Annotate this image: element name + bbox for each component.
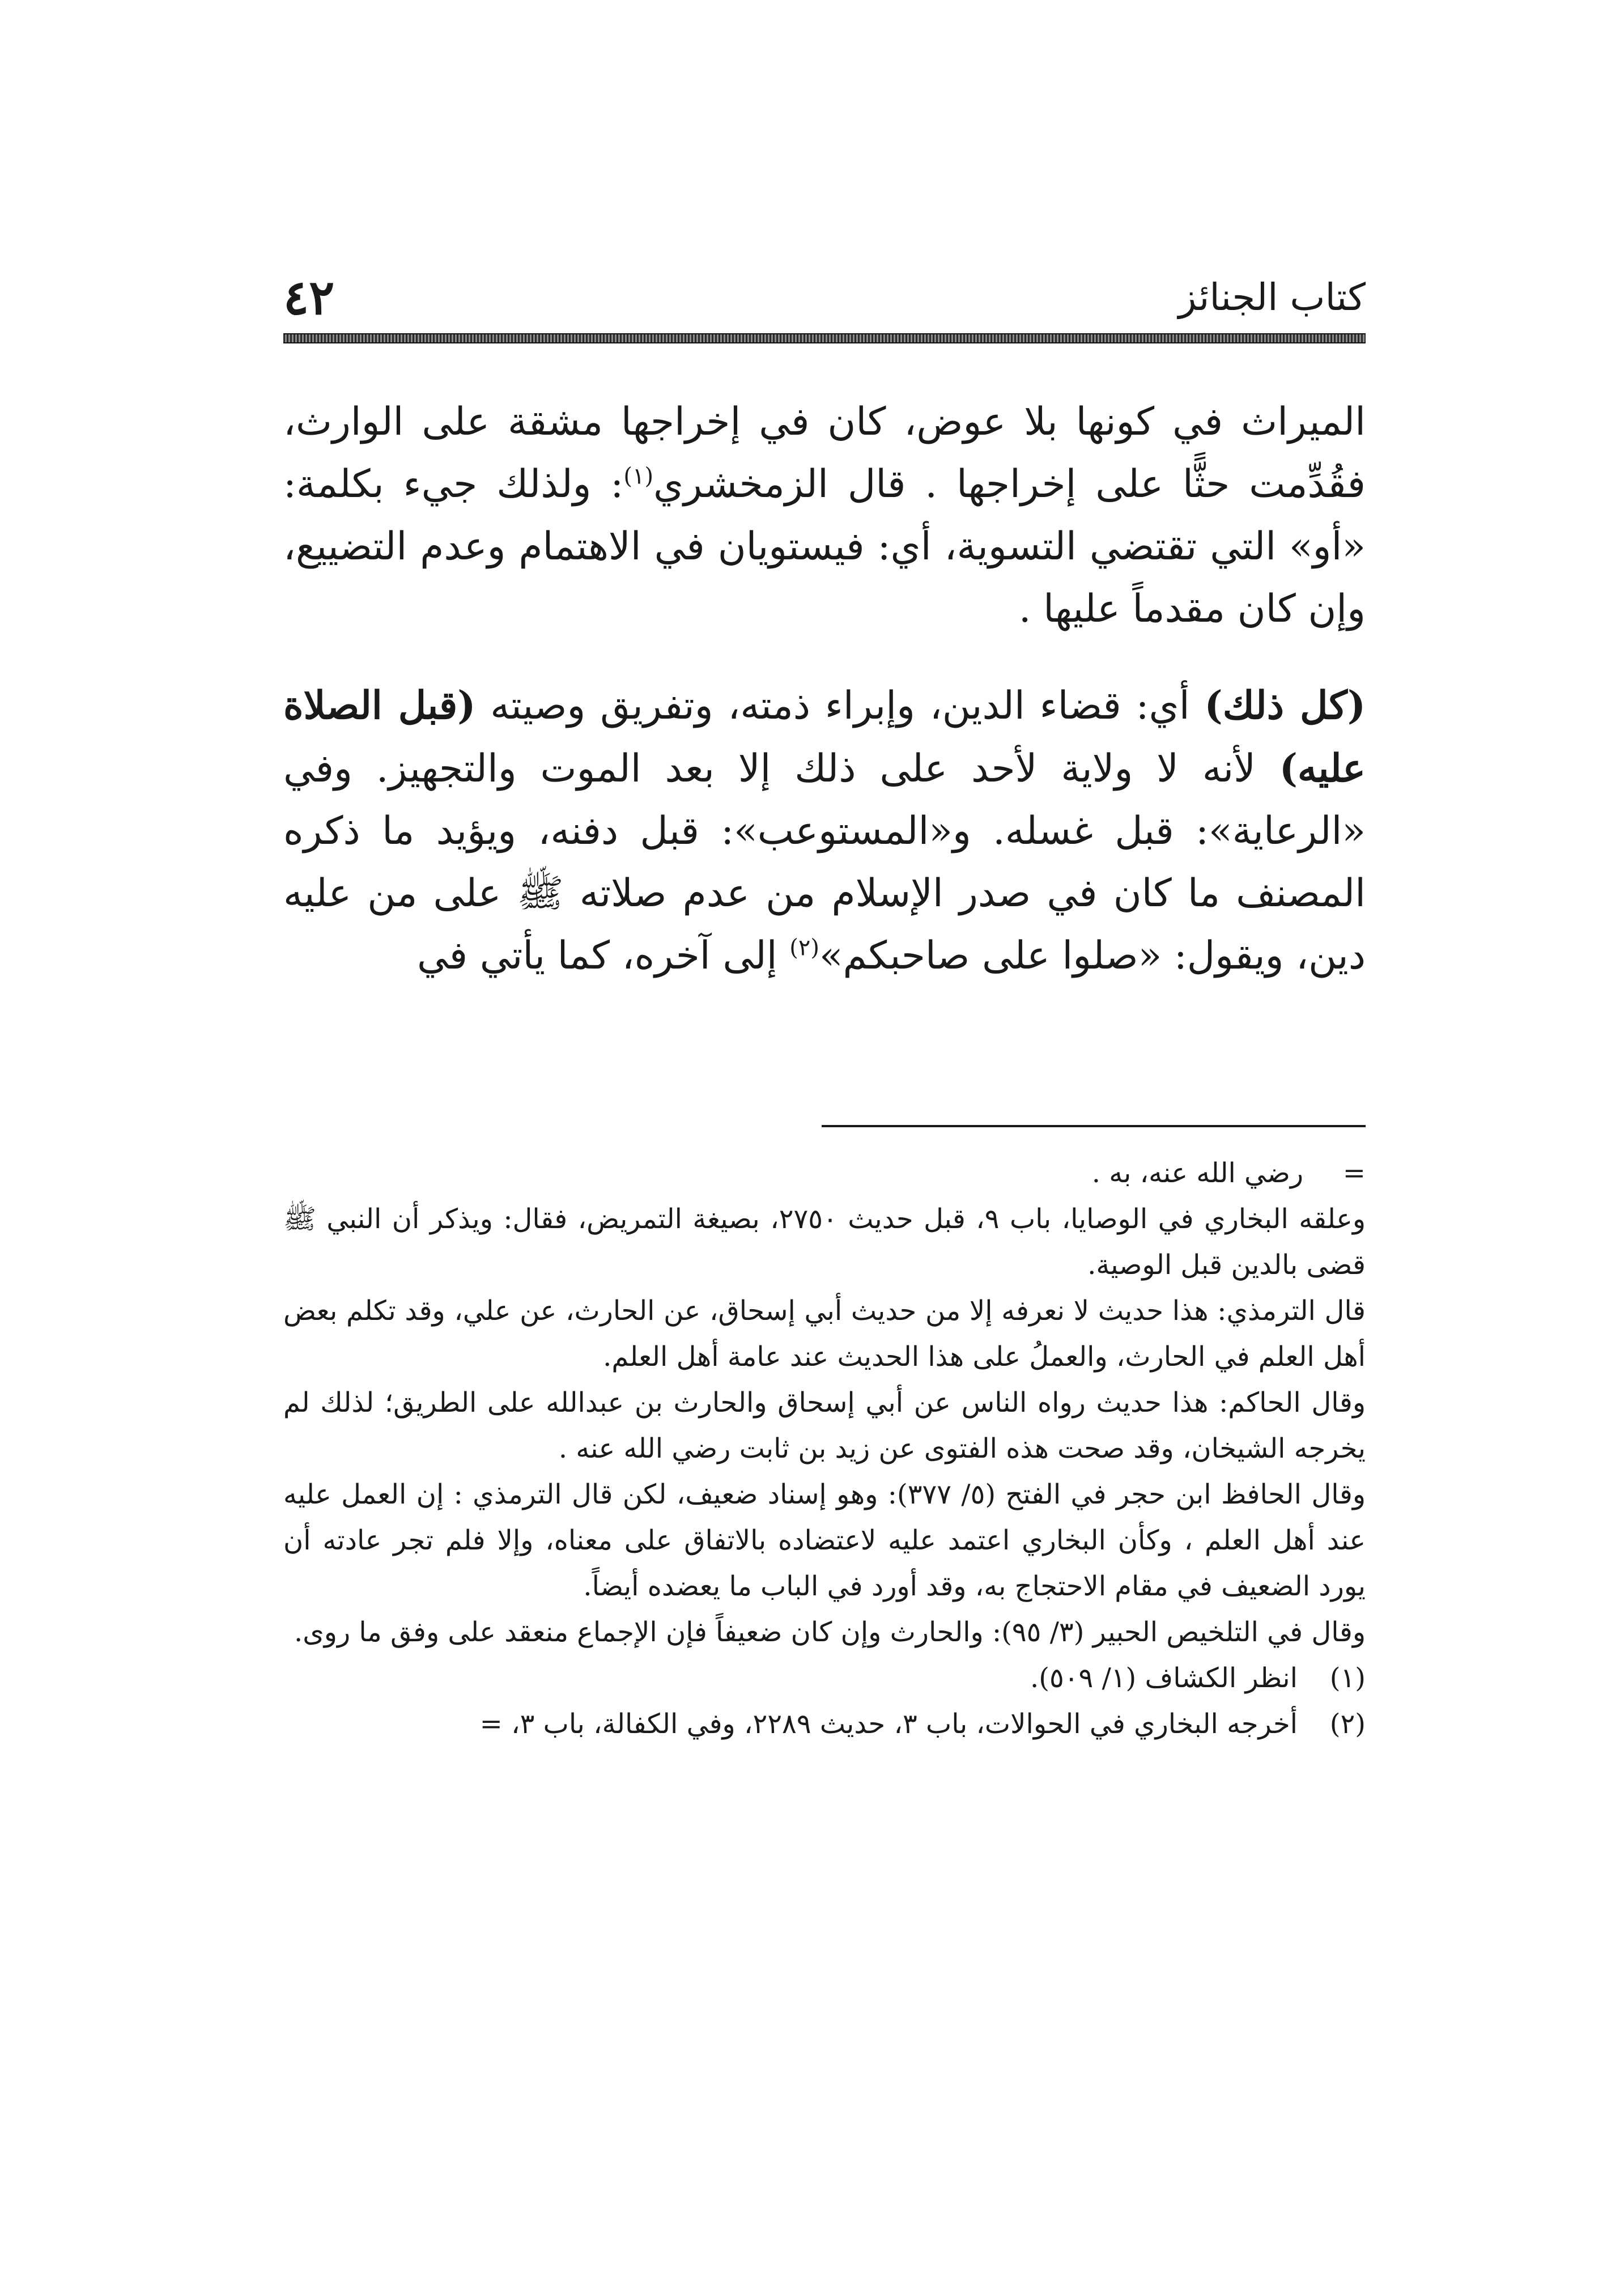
paragraph-2 xyxy=(283,674,1366,987)
page-number: ٤٢ xyxy=(283,269,335,325)
footnote-paragraph: وقال في التلخيص الحبير (٣/ ٩٥): والحارث وإن كان ضعيفاً فإن الإجماع منعقد على وفق ما روى. xyxy=(294,1616,1366,1648)
text: : ولذلك جيء بكلمة: «أو» التي تقتضي التسوية، أي: فيستويان في الاهتمام وعدم التضييع، وإن كان مقدماً عليها . xyxy=(283,462,1366,631)
footnote-ref-2: (٢) xyxy=(789,935,819,961)
text: إلى آخره، كما يأتي في xyxy=(417,933,790,978)
footnote-1 xyxy=(283,1655,1366,1701)
bold-lemma: (قبل الصلاة عليه) xyxy=(283,683,1366,791)
footnote-continuation-first xyxy=(283,1150,1366,1196)
running-title: كتاب الجنائز xyxy=(1178,275,1366,319)
footnote-ref-1: (١) xyxy=(623,463,654,490)
footnote-rule xyxy=(822,1125,1366,1127)
footnotes xyxy=(283,1150,1366,1747)
footnote-paragraph: قال الترمذي: هذا حديث لا نعرفه إلا من حديث أبي إسحاق، عن الحارث، عن علي، وقد تكلم بعض أهل العلم في الحارث، والعملُ على هذا الحديث عند عامة أهل العلم. xyxy=(283,1295,1366,1373)
text: لأنه لا ولاية لأحد على ذلك إلا بعد الموت والتجهيز. وفي «الرعاية»: قبل غسله. و«المستوعب»: قبل دفنه، ويؤيد ما ذكره المصنف ما كان في صدر الإسلام من عدم صلاته ﷺ على من عليه دين، ويقول: «صلوا على صاحبكم» xyxy=(283,746,1366,978)
footnote-text: رضي الله عنه، به . xyxy=(1091,1157,1303,1189)
footnote-paragraph: وقال الحافظ ابن حجر في الفتح (٥/ ٣٧٧): وهو إسناد ضعيف، لكن قال الترمذي : إن العمل عليه عند أهل العلم ، وكأن البخاري اعتمد عليه لاعتضاده بالاتفاق على معناه، وإلا فلم تجر عادته أن يورد الضعيف في مقام الاحتجاج به، وقد أورد في الباب ما يعضده أيضاً. xyxy=(283,1479,1366,1602)
text: أي: قضاء الدين، وإبراء ذمته، وتفريق وصيته xyxy=(475,683,1205,728)
footnote-2 xyxy=(283,1701,1366,1747)
paragraph-1 xyxy=(283,391,1366,640)
footnote-number: (١) xyxy=(1329,1662,1366,1694)
footnote-text: انظر الكشاف (١/ ٥٠٩). xyxy=(1030,1662,1298,1694)
footnote-paragraph: وقال الحاكم: هذا حديث رواه الناس عن أبي إسحاق والحارث بن عبدالله على الطريق؛ لذلك لم يخرجه الشيخان، وقد صحت هذه الفتوى عن زيد بن ثابت رضي الله عنه . xyxy=(283,1387,1366,1464)
bold-lemma: (كل ذلك) xyxy=(1204,683,1366,728)
header-rule xyxy=(283,333,1366,343)
footnote-number: (٢) xyxy=(1329,1708,1366,1740)
continuation-mark: = xyxy=(1342,1157,1366,1189)
text: الميراث في كونها بلا عوض، كان في إخراجها مشقة على الوارث، فقُدِّمت حثًّا على إخراجها . قال الزمخشري xyxy=(283,400,1366,507)
main-text xyxy=(283,391,1366,987)
footnote-paragraph: وعلقه البخاري في الوصايا، باب ٩، قبل حديث ٢٧٥٠، بصيغة التمريض، فقال: ويذكر أن النبي ﷺ قضى بالدين قبل الوصية. xyxy=(283,1203,1366,1281)
footnote-text: أخرجه البخاري في الحوالات، باب ٣، حديث ٢٢٨٩، وفي الكفالة، باب ٣، = xyxy=(479,1708,1298,1740)
